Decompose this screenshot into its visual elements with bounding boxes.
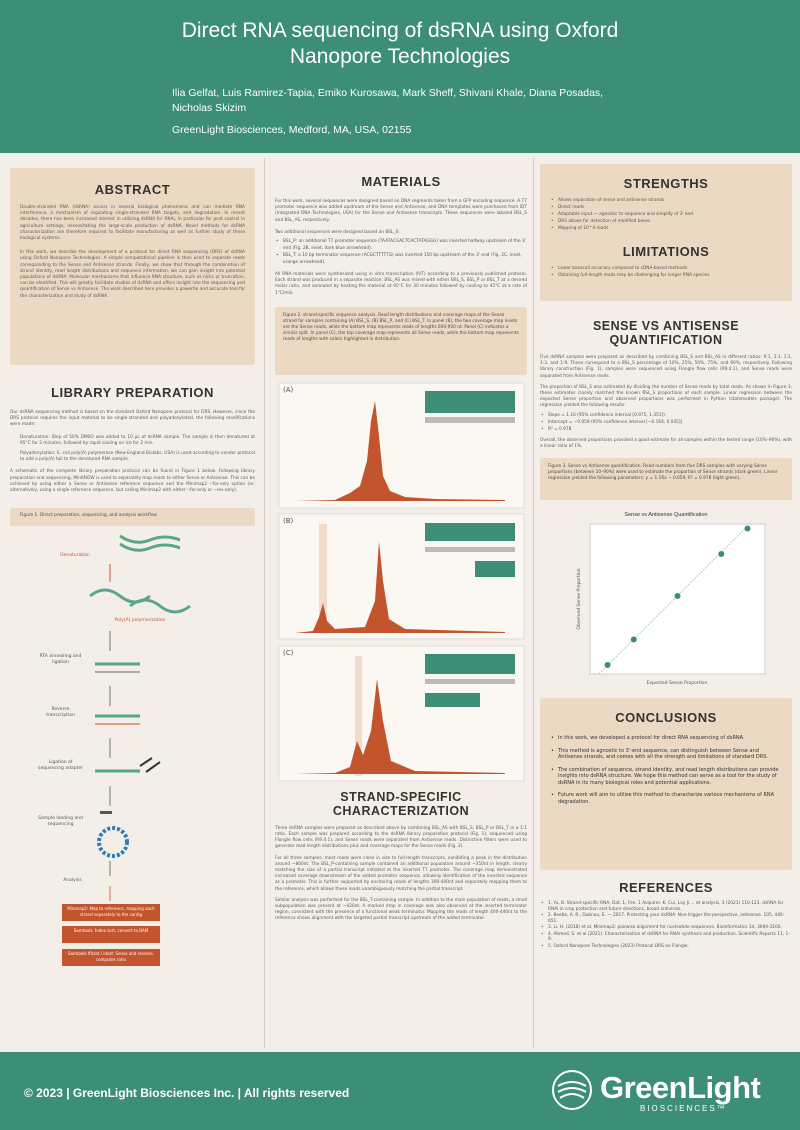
data-point — [675, 593, 681, 599]
reference-item: • 1. Yu, B. Strand-specific RNA, Dat. 1, Fee. 1 Acquirer. K. Cui, Lay Ji.... et analysis, 3 (2021) 110-123. dsRNA for RNAi in crop protection and future directions, broad antivirals. — [540, 901, 792, 912]
regression-item: • Slope = 1.16 (95% confidence interval [0.975, 1.351]) — [540, 412, 792, 419]
conclusions-heading: CONCLUSIONS — [615, 710, 717, 726]
references-list — [540, 901, 792, 949]
limitations-item: • Obtaining full-length reads may be challenging for longer RNA species — [550, 272, 782, 279]
materials-paragraph: For this work, several sequences were designed based on DNA segments taken from a GFP encoding sequence. A T7 promoter sequence was added upstream of the Sense and Antisense, and DNA templates were purchased from IDT (Integrated DNA Technologies, USA) for the Sense and Antisense transcripts. These sequences were labeled BSL_S and BSL_AS, respectively. — [275, 199, 527, 223]
column-middle — [275, 158, 527, 923]
reference-item: • 3. Li, H. (2018) et al. Minimap2: pairwise alignment for nucleotide sequences. Bioinformatics 34, 3094-3100. — [540, 925, 792, 931]
limitations-list — [550, 265, 782, 279]
figure3-caption: Figure 3. Sense vs Antisense quantification. Read numbers from five DRS samples with varying Sense proportions (between 10–90%) were used to estimate the proportion of Sense strands (dark green). Linear regression yielded the following parameters: y = 1.16x − 0.059, R² = 0.978 (light green). — [548, 464, 778, 482]
reference-item: • 2. Beebe, A. R., Dubnau, E. — 2017. Protecting your dsRNA: Non-trigger the perspective, antisense. 105, 440-651. — [540, 913, 792, 924]
figure1-caption-box — [10, 508, 255, 526]
abstract-box — [10, 168, 255, 365]
materials-list-item: • BSL_P: an additional T7 promoter sequence (TAATACGACTCACTATAGGG) was inserted halfway upstream of the 3' end (Fig. 2B, inset, dark blue arrowhead). — [275, 238, 527, 252]
workflow-step: Sample loading and sequencing — [38, 816, 83, 828]
conclusion-item: • Future work will aim to utilize this method to characterize various mechanisms of RNA degradation. — [550, 792, 782, 805]
abstract-paragraph: In this work, we describe the development of a protocol for direct RNA sequencing (DRS) of dsRNA using Oxford Nanopore Technologies. A simple computational pipeline is then used to separate reads corresponding to the Sense and Antisense strands. Finally, we show that through the combination of strand identity, read length distributions and sequence information, we can gain insight into potential populations of dsRNA. Molecular mechanisms that influence RNA structure, such as nicks or truncation, can be identified. This will greatly facilitate studies of dsRNA and offers insight into the sequencing and quantification of Sense vs Antisense. The work described here provides a powerful and accurate tool for the characterization and study of dsRNA. — [20, 250, 245, 299]
limitations-item: • Lower basecall accuracy compared to cDNA-based methods — [550, 265, 782, 272]
figure2-caption: Figure 2. strand-specific sequence analysis. Read length distributions and coverage maps of the Sense strand for samples containing (A) BSL_S, (B) BSL_P, and (C) BSL_T. In panel (B), the two coverage map insets are the Sense reads, while the bottom map represents reads of lengths 600-900 nt. Panel (C) indicates a similar split. In panel (C), the top coverage map represents all Sense reads, while the bottom map represents reads of lengths with colors highlighted in distribution. — [283, 312, 519, 342]
poster-footer — [0, 1052, 800, 1130]
library-heading: LIBRARY PREPARATION — [51, 385, 214, 400]
materials-paragraph: All RNA materials were synthesized using in vitro transcription (IVT) according to a previously published protocol. Each strand was produced in a separate reaction. BSL_AS was mixed with either BSL_S, BSL_P or BSL_T at a desired molar ratio, and annealed by heating the material at 95°C for 30 minutes followed by cooling to 45°C at a rate of 1°C/min. — [275, 272, 527, 296]
materials-list-item: • BSL_T: a 10 bp terminator sequence (ACGCTTTTTG) was inserted 150 bp upstream of the 3' end (Fig. 2C, inset, orange arrowhead). — [275, 252, 527, 266]
affiliation: GreenLight Biosciences, Medford, MA, USA, 02155 — [172, 124, 412, 136]
regression-item: • Intercept = −0.059 (95% confidence interval [−0.164, 0.045]) — [540, 419, 792, 426]
workflow-step: Denaturation — [60, 553, 90, 559]
strengths-list — [550, 197, 782, 232]
workflow-step: Poly(A) polymerization — [114, 618, 166, 624]
chart-title: Sense vs Antisense Quantification — [624, 512, 708, 519]
conclusion-item: • The combination of sequence, strand identity, and read length distributions can provide insights into dsRNA structure. We hope this method can serve as a tool for the study of dsRNA in its many biological roles and potential applications. — [550, 767, 782, 787]
abstract-heading: ABSTRACT — [94, 182, 171, 197]
quant-paragraph: The proportion of BSL_S was estimated by dividing the number of Sense reads by total reads. As shown in Figure 3, these estimates closely matched the known BSL_S proportions of each sample. Linear regression between the expected Sense proportion and observed proportions was performed in Python (statsmodels package). The regression yielded the following results: — [540, 384, 792, 409]
figure1-workflow — [10, 526, 255, 926]
conclusions-list — [550, 735, 782, 805]
conclusion-item: • This method is agnostic to 3'-end sequence, can distinguish between Sense and Antisense strands, and comes with all the strength and limitations of standard DRS. — [550, 748, 782, 761]
conclusion-item: • In this work, we developed a protocol for direct RNA sequencing of dsRNA. — [550, 735, 782, 742]
quant-paragraph: Overall, the observed proportions provided a good estimate for all samples within the tested range (10%–90%), with a linear ratio of 1%. — [540, 437, 792, 449]
column-right — [540, 158, 792, 949]
data-point — [605, 662, 611, 668]
quant-heading: SENSE VS ANTISENSE QUANTIFICATION — [592, 319, 740, 347]
poster-header — [0, 0, 800, 153]
strengths-item: • Mapping of 10^4 reads — [550, 225, 782, 232]
column-left — [10, 158, 255, 960]
logo-wordmark: GreenLight — [600, 1070, 761, 1105]
data-point — [631, 637, 637, 643]
materials-paragraph: Two additional sequences were designed based on BSL_S: — [275, 229, 400, 235]
workflow-step: Analysis — [63, 878, 82, 884]
author-list: Ilia Gelfat, Luis Ramirez-Tapia, Emiko Kurosawa, Mark Sheff, Shivani Khale, Diana Posadas, Nicholas Skizim — [172, 87, 604, 114]
strengths-item: • Adaptable input — agnostic to sequence and simplify of 3' end — [550, 211, 782, 218]
reference-item: • 4. Ahmed, S. et al (2021). Characterisation of dsRNA for RNAi synthesis and production. Scientific Reports 11, 1-9. — [540, 932, 792, 943]
greenlight-logo-icon — [550, 1068, 594, 1112]
library-item: Denaturation: Step of 50% DMSO was added to 10 µL of dsRNA sample. The sample is then denatured at 95°C for 3 minutes, followed by rapid cooling on ice for 2 min. — [20, 434, 255, 446]
analysis-step-box: Samtools: Index sort, convert to BAM — [62, 926, 160, 943]
column-divider — [264, 158, 265, 1048]
figure1-caption: Figure 1. Direct preparation, sequencing, and analysis workflow — [20, 513, 157, 519]
references-heading: REFERENCES — [619, 880, 713, 896]
data-point — [745, 526, 751, 532]
abstract-paragraph: Double-stranded RNA (dsRNA) occurs in several biological phenomena and can mediate RNA interference, a mechanism of regulating single-stranded RNA targets, and degradation. In recent decades, there has been increased interest in utilizing dsRNA for RNAi, in particular for pest control in agriculture settings, necessitating the large-scale production of dsRNA. Novel methods for dsRNA characterization are therefore required to facilitate manufacturing as well as further study of these biological systems. — [20, 205, 245, 242]
materials-list — [275, 238, 527, 266]
poster-title: Direct RNA sequencing of dsRNA using Oxford Nanopore Technologies — [181, 19, 619, 68]
workflow-step: Ligation of sequencing adapter — [38, 760, 83, 772]
materials-heading: MATERIALS — [361, 174, 441, 189]
regression-item: • R² = 0.978 — [540, 426, 792, 433]
library-item: Polyadenylation: E. coli poly(A) polymerase (New England Biolabs, USA) is used according to vendor protocol to add a poly(A) tail to the denatured RNA sample. — [20, 451, 255, 463]
regression-results — [540, 412, 792, 433]
figure3-caption-box — [540, 458, 792, 500]
strengths-heading: STRENGTHS — [623, 176, 709, 191]
strengths-item: • DRS allows for detection of modified bases — [550, 218, 782, 225]
library-paragraph: A schematic of the complete library preparation protocol can be found in Figure 1 below. Following library preparation and sequencing, MinKNOW is used to separately map reads to either Sense or Antisense. This can be achieved by using either a Sense or Antisense reference sequence and the Minimap2 --for-only option (or, alternatively, using a single reference sequence, but calling Minimap2 with either --for-only or --rev-only). — [10, 469, 255, 494]
panel-label: (B) — [283, 516, 294, 525]
analysis-step-box: Minimap2: Map to reference, mapping each strand separately to the contig — [62, 904, 160, 921]
strengths-box — [540, 164, 792, 301]
figure2-svg — [275, 381, 527, 786]
panel-label: (C) — [283, 648, 294, 657]
column-divider — [533, 158, 534, 1048]
conclusions-box — [540, 698, 792, 870]
quant-scatter-chart — [540, 504, 792, 694]
limitations-heading: LIMITATIONS — [622, 244, 710, 259]
strand-paragraph: For all three samples, most reads were close in size to full-length transcripts, exhibiting a peak in the distribution around ~800nt. The BSL_P-containing sample contained an additional population around ~350nt in length, clearly matching the size of a partial transcript initiated at the inserted T7 promoter. The coverage map demonstrated increased coverage downstream of the added promoter sequence, allowing identification of the inserted sequence as a promoter. This is further supported by anchoring reads of lengths 300-400nt and separately mapping them to the reference, which allows these reads unambiguously matching the partial transcript. — [275, 855, 527, 892]
analysis-step-box: Samtools fflstat / idxst: Sense and reverse, computes ratio — [62, 949, 160, 966]
strand-heading: STRAND-SPECIFIC CHARACTERIZATION — [332, 789, 470, 818]
library-intro: Our dsRNA sequencing method is based on the standard Oxford Nanopore protocol for DRS. However, since the DRS protocol requires the input material to be single-stranded and polyadenylated, the following modifications were made: — [10, 410, 255, 428]
x-axis-label: Expected Sense Proportion — [646, 681, 708, 687]
reference-item: • 5. Oxford Nanopore Technologies (2023) Protocol DRS on Flongle. — [540, 944, 792, 950]
strengths-item: • Direct reads — [550, 204, 782, 211]
workflow-step: RTA annealing and ligation — [39, 654, 82, 666]
figure2-panels — [275, 381, 527, 786]
strengths-item: • Allows separation of sense and antisense strands — [550, 197, 782, 204]
y-axis-label: Observed Sense Proportion — [577, 568, 582, 630]
logo-subtitle: BIOSCIENCES™ — [640, 1104, 727, 1113]
panel-label: (A) — [283, 385, 294, 394]
strand-paragraph: Similar analysis was performed for the BSL_T-containing sample. In addition to the main population of reads, a small subpopulation was present at ~420nt. A marked drop in coverage was also observed at the inserted terminator region, consistent with the presence of a functional weak terminator. Mapping the reads of length 400-440nt to the reference shows alignment with the targeted partial transcript upstream of the added terminator. — [275, 897, 527, 922]
data-point — [718, 551, 724, 557]
strand-paragraph: Three dsRNA samples were prepared as described above by combining BSL_AS with BSL_S, BSL_P or BSL_T in a 1:1 ratio. Each sample was prepared according to the dsRNA library preparation protocol (Fig. 1), sequenced using Flongle flow cells (R9.4.1), and Sense reads were separated from Antisense reads. Distinctive filters were used to generate read length distributions plus and coverage maps for the Sense reads (Fig. 2). — [275, 825, 527, 850]
figure2-caption-box — [275, 307, 527, 375]
workflow-diagram — [10, 526, 255, 926]
copyright-text: © 2023 | GreenLight Biosciences Inc. | All rights reserved — [24, 1086, 350, 1100]
workflow-step: Reverse transcription — [46, 707, 75, 719]
quant-paragraph: Five dsRNA samples were prepared as described by combining BSL_S and BSL_AS in different ratios: 9:1, 3:1, 1:1, 1:3, and 1:9. These correspond to a BSL_S percentage of 10%, 25%, 50%, 75%, and 90%, respectively. Following library construction (Fig. 1), samples were sequenced using Flongle flow cells (R9.4.1), and Sense reads were separated from Antisense reads. — [540, 355, 792, 379]
